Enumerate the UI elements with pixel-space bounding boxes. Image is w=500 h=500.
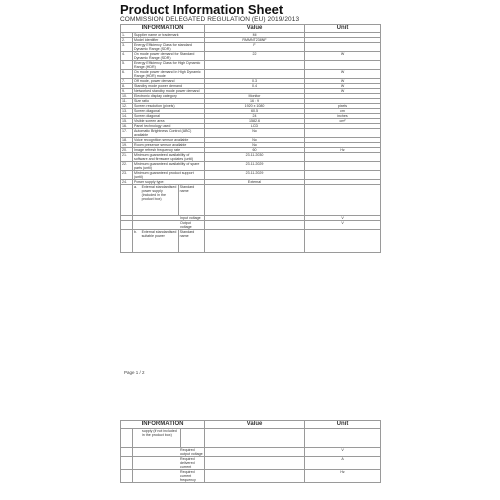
output-voltage-unit: V bbox=[305, 221, 381, 230]
row-label: Minimum guaranteed availability of spare parts (until) bbox=[133, 162, 205, 171]
row-unit: Hz bbox=[305, 148, 381, 153]
row-value: F bbox=[205, 43, 305, 52]
table-row bbox=[121, 52, 381, 61]
row-label: Panel technology used bbox=[133, 124, 205, 129]
p2-delivered-current-row bbox=[121, 457, 381, 470]
row-value: 1582.6 bbox=[205, 119, 305, 124]
row-number: 3. bbox=[121, 43, 133, 52]
row-label: Minimum guaranteed availability of software and firmware updates (until) bbox=[133, 153, 205, 162]
power-supply-a-row bbox=[121, 185, 381, 216]
table-row bbox=[121, 61, 381, 70]
power-supply-b-row bbox=[121, 230, 381, 253]
header-unit-p2: Unit bbox=[305, 421, 381, 429]
row-number: 8. bbox=[121, 84, 133, 89]
row-value: 0.4 bbox=[205, 84, 305, 89]
table-row bbox=[121, 104, 381, 109]
row-value: 23.11.2029 bbox=[205, 171, 305, 180]
row-label: Screen diagonal bbox=[133, 114, 205, 119]
header-information-p2: INFORMATION bbox=[121, 421, 205, 429]
row-number: 20. bbox=[121, 148, 133, 153]
row-label: Image refresh frequency rate bbox=[133, 148, 205, 153]
row-number: 7. bbox=[121, 79, 133, 84]
row-unit: W bbox=[305, 52, 381, 61]
required-output-voltage-label: Required output voltage bbox=[133, 448, 205, 457]
row-label: Electronic display category bbox=[133, 94, 205, 99]
row-unit: cm² bbox=[305, 119, 381, 124]
row-unit bbox=[305, 43, 381, 52]
row-value: 23.11.2029 bbox=[205, 162, 305, 171]
row-unit: pixels bbox=[305, 104, 381, 109]
row-label: Model identifier bbox=[133, 38, 205, 43]
row-label: Energy Efficiency Class for standard Dynamic Range (SDR) bbox=[133, 43, 205, 52]
row-value: Monitor bbox=[205, 94, 305, 99]
table-row bbox=[121, 119, 381, 124]
row-number: 16. bbox=[121, 124, 133, 129]
table-row bbox=[121, 171, 381, 180]
input-voltage-unit: V bbox=[305, 216, 381, 221]
header-value: Value bbox=[205, 25, 305, 33]
input-voltage-label: Input voltage bbox=[133, 216, 205, 221]
row-unit: inches bbox=[305, 114, 381, 119]
row-number: 5. bbox=[121, 61, 133, 70]
row-label: Visible screen area bbox=[133, 119, 205, 124]
row-value: 22 bbox=[205, 52, 305, 61]
row-label: Size ratio bbox=[133, 99, 205, 104]
row-label: On mode power demand for Standard Dynamic Range (SDR) bbox=[133, 52, 205, 61]
power-b-label: b. External standardised suitable power Standard name bbox=[133, 230, 205, 253]
row-value: Mi bbox=[205, 33, 305, 38]
row-number: 9. bbox=[121, 89, 133, 94]
row-label: Room presence sensor available bbox=[133, 143, 205, 148]
row-unit: W bbox=[305, 79, 381, 84]
row-label: Energy Efficiency Class for High Dynamic Range (HDR) bbox=[133, 61, 205, 70]
table-row bbox=[121, 153, 381, 162]
row-number: 1. bbox=[121, 33, 133, 38]
header-information: INFORMATION bbox=[121, 25, 205, 33]
row-number: 24. bbox=[121, 180, 133, 185]
row-label: Automatic Brightness Control (ABC) available bbox=[133, 129, 205, 138]
row-unit: W bbox=[305, 89, 381, 94]
row-number: 14. bbox=[121, 114, 133, 119]
row-number: 19. bbox=[121, 143, 133, 148]
row-label: Voice recognition sensor available bbox=[133, 138, 205, 143]
table-row bbox=[121, 43, 381, 52]
row-value: No bbox=[205, 129, 305, 138]
row-value: LCD bbox=[205, 124, 305, 129]
regulation-subtitle: COMMISSION DELEGATED REGULATION (EU) 2019/2013 bbox=[120, 16, 300, 23]
header-unit: Unit bbox=[305, 25, 381, 33]
row-value: RMMNT238NF bbox=[205, 38, 305, 43]
p2-supply-label: supply (if not included in the product box) bbox=[142, 429, 181, 447]
row-number: 11. bbox=[121, 99, 133, 104]
table-row bbox=[121, 70, 381, 79]
power-a-output-voltage-row bbox=[121, 221, 381, 230]
row-value: 24 bbox=[205, 114, 305, 119]
info-table-page2 bbox=[120, 420, 381, 483]
row-value: 60 bbox=[205, 148, 305, 153]
row-number: 13. bbox=[121, 109, 133, 114]
row-label: Minimum guaranteed product support (until) bbox=[133, 171, 205, 180]
row-number: 21. bbox=[121, 153, 133, 162]
required-output-voltage-unit: V bbox=[305, 448, 381, 457]
row-unit: W bbox=[305, 70, 381, 79]
page-number: Page 1 / 2 bbox=[124, 370, 145, 375]
row-value: External bbox=[205, 180, 305, 185]
row-unit bbox=[305, 153, 381, 162]
table-row bbox=[121, 109, 381, 114]
row-unit bbox=[305, 61, 381, 70]
required-current-frequency-unit: Hz bbox=[305, 470, 381, 483]
row-label: Screen diagonal bbox=[133, 109, 205, 114]
row-label: Power supply type: bbox=[133, 180, 205, 185]
row-value bbox=[205, 61, 305, 70]
row-value bbox=[205, 70, 305, 79]
row-unit bbox=[305, 129, 381, 138]
row-number: 10. bbox=[121, 94, 133, 99]
row-unit: W bbox=[305, 84, 381, 89]
row-number: 6. bbox=[121, 70, 133, 79]
row-unit bbox=[305, 162, 381, 171]
row-label: Supplier name or trademark bbox=[133, 33, 205, 38]
row-value: 1920 x 1080 bbox=[205, 104, 305, 109]
row-value: 23.11.2030 bbox=[205, 153, 305, 162]
row-number: 18. bbox=[121, 138, 133, 143]
row-number: 23. bbox=[121, 171, 133, 180]
row-unit: cm bbox=[305, 109, 381, 114]
header-value-p2: Value bbox=[205, 421, 305, 429]
p2-output-voltage-row bbox=[121, 448, 381, 457]
required-current-frequency-label: Required current frequency bbox=[133, 470, 205, 483]
row-number: 4. bbox=[121, 52, 133, 61]
row-label: Standby mode power demand bbox=[133, 84, 205, 89]
row-number: 12. bbox=[121, 104, 133, 109]
row-value: No bbox=[205, 143, 305, 148]
table-header-row bbox=[121, 25, 381, 33]
row-value: No bbox=[205, 138, 305, 143]
row-unit bbox=[305, 171, 381, 180]
row-value: 60.5 bbox=[205, 109, 305, 114]
row-label: On mode power demand in High Dynamic Range (HDR) mode bbox=[133, 70, 205, 79]
row-label: Off mode, power demand bbox=[133, 79, 205, 84]
row-label: Networked standby mode power demand bbox=[133, 89, 205, 94]
row-number: 15. bbox=[121, 119, 133, 124]
table-row bbox=[121, 162, 381, 171]
required-delivered-current-unit: A bbox=[305, 457, 381, 470]
output-voltage-label: Output voltage bbox=[133, 221, 205, 230]
row-number: 22. bbox=[121, 162, 133, 171]
row-value: 16 : 9 bbox=[205, 99, 305, 104]
row-value: 0.3 bbox=[205, 79, 305, 84]
row-number: 2. bbox=[121, 38, 133, 43]
row-label: Screen resolution (pixels) bbox=[133, 104, 205, 109]
required-delivered-current-label: Required delivered current bbox=[133, 457, 205, 470]
p2-supply-row bbox=[121, 429, 381, 448]
info-table-page1 bbox=[120, 24, 381, 253]
p2-current-frequency-row bbox=[121, 470, 381, 483]
table-row bbox=[121, 129, 381, 138]
power-a-label: a. External standardised power supply (included in the product box) Standard name bbox=[133, 185, 205, 216]
row-number: 17. bbox=[121, 129, 133, 138]
page-title: Product Information Sheet bbox=[120, 2, 284, 17]
